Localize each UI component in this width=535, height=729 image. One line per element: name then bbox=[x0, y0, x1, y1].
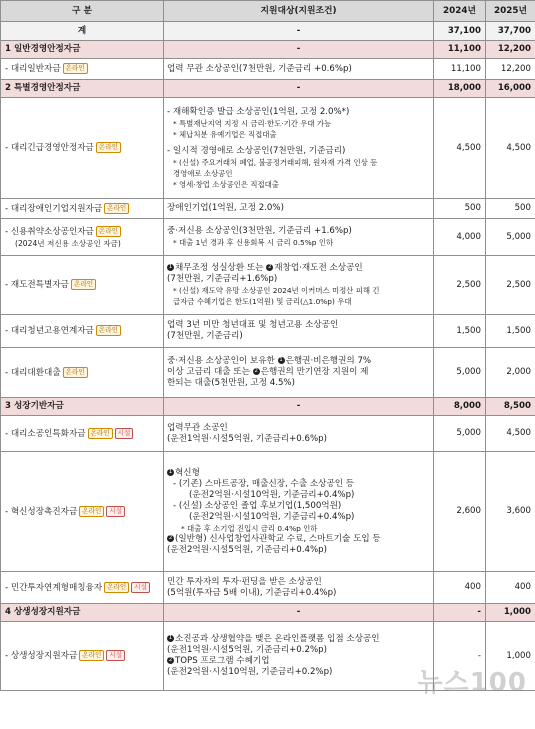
desc-note: 급자금 수혜기업은 한도(1억원) 및 금리(△1.0%p) 우대 bbox=[173, 297, 352, 306]
program-desc bbox=[164, 98, 434, 199]
total-2025: 37,700 bbox=[486, 22, 535, 41]
online-badge: 온라인 bbox=[63, 63, 88, 74]
program-label: - 대리일반자금 bbox=[5, 64, 61, 74]
program-name bbox=[1, 219, 164, 256]
program-name bbox=[1, 416, 164, 452]
program-label: - 상생성장지원자금 bbox=[5, 651, 78, 661]
program-label: - 민간투자연계형매칭융자 bbox=[5, 582, 103, 593]
program-name bbox=[1, 572, 164, 604]
program-label: - 대리소공인특화자금 bbox=[5, 428, 86, 439]
desc-line bbox=[167, 656, 430, 667]
desc-line: (운전1억원·시설5억원, 기준금리+0.2%p) bbox=[167, 645, 327, 655]
desc-line: - 일시적 경영애로 소상공인(7천만원, 기준금리) bbox=[167, 145, 346, 156]
online-badge: 온라인 bbox=[71, 279, 96, 290]
section-title: 3 성장기반자금 bbox=[1, 398, 164, 416]
program-note: (2024년 저신용 소상공인 자금) bbox=[15, 238, 121, 248]
desc-note: * 체납처분 유예기업은 직접대출 bbox=[173, 129, 277, 139]
section-row bbox=[1, 398, 535, 416]
value-2024: 2,500 bbox=[434, 256, 486, 315]
circled-number-marker: 2 bbox=[168, 534, 173, 541]
value-2025: 12,200 bbox=[486, 59, 535, 80]
total-target: - bbox=[164, 22, 434, 41]
section-row bbox=[1, 604, 535, 622]
desc-text: 채무조정 성실상환 또는 bbox=[175, 263, 264, 273]
section-target: - bbox=[164, 41, 434, 59]
program-name bbox=[1, 59, 164, 80]
value-2025: 5,000 bbox=[486, 219, 535, 256]
value-2025: 1,000 bbox=[486, 622, 535, 691]
desc-line bbox=[167, 534, 430, 545]
value-2024: 11,100 bbox=[434, 59, 486, 80]
desc-note: * 대출 1년 경과 후 신용회복 시 금리 0.5%p 인하 bbox=[173, 238, 334, 247]
desc-line: (운전2억원·시설10억원, 기준금리+0.4%p) bbox=[189, 489, 355, 500]
header-2024: 2024년 bbox=[434, 1, 486, 22]
program-label: - 대리장애인기업지원자금 bbox=[5, 203, 103, 214]
desc-text: TOPS 프로그램 수혜기업 bbox=[175, 656, 270, 666]
value-2025: 400 bbox=[486, 572, 535, 604]
desc-text: 소진공과 상생협약을 맺은 온라인플랫폼 입점 소상공인 bbox=[175, 634, 380, 644]
desc-line bbox=[167, 356, 430, 367]
desc-line bbox=[167, 263, 430, 274]
table-row bbox=[1, 416, 535, 452]
value-2025: 4,500 bbox=[486, 98, 535, 199]
desc-line bbox=[167, 367, 430, 378]
program-label: - 혁신성장촉진자금 bbox=[5, 506, 78, 517]
section-2025: 8,500 bbox=[486, 398, 535, 416]
desc-text: (일반형) 신사업창업사관학교 수료, 스마트기술 도입 등 bbox=[175, 533, 381, 544]
desc-note: * 영세·창업 소상공인은 직접대출 bbox=[173, 179, 279, 189]
value-2024: - bbox=[434, 622, 486, 691]
desc-note: * (신설) 재도약 유망 소상공인 2024년 이커머스 미정산 피해 긴 bbox=[173, 286, 380, 295]
online-badge: 온라인 bbox=[63, 367, 88, 378]
value-2024: 5,000 bbox=[434, 348, 486, 398]
section-2024: 11,100 bbox=[434, 41, 486, 59]
desc-text: 이상 고금리 대출 또는 bbox=[167, 367, 250, 377]
section-title: 2 특별경영안정자금 bbox=[1, 80, 164, 98]
program-desc bbox=[164, 572, 434, 604]
value-2025: 2,500 bbox=[486, 256, 535, 315]
program-desc bbox=[164, 416, 434, 452]
table-row bbox=[1, 348, 535, 398]
program-desc bbox=[164, 348, 434, 398]
value-2024: 5,000 bbox=[434, 416, 486, 452]
circled-number-marker: 1 bbox=[168, 264, 173, 270]
table-header-row bbox=[1, 1, 535, 22]
table-row bbox=[1, 219, 535, 256]
online-badge: 온라인 bbox=[104, 582, 129, 593]
section-2025: 1,000 bbox=[486, 604, 535, 622]
table-row bbox=[1, 452, 535, 572]
desc-line: 한되는 대출(5천만원, 고정 4.5%) bbox=[167, 378, 295, 388]
circled-number-marker: 2 bbox=[254, 368, 258, 374]
table-row bbox=[1, 315, 535, 348]
facility-badge: 시설 bbox=[106, 506, 125, 517]
program-name bbox=[1, 315, 164, 348]
desc-line: 중·저신용 소상공인(3천만원, 기준금리 +1.6%p) bbox=[167, 226, 352, 236]
circled-number-marker: 1 bbox=[168, 635, 173, 641]
program-label: - 대리긴급경영안정자금 bbox=[5, 143, 94, 153]
desc-text: 은행권의 만기연장 지원이 제 bbox=[260, 367, 369, 377]
program-name bbox=[1, 622, 164, 691]
desc-text: 중·저신용 소상공인이 보유한 bbox=[167, 356, 275, 366]
online-badge: 온라인 bbox=[96, 226, 121, 237]
desc-line: 민간 투자자의 투자·펀딩을 받은 소상공인 bbox=[167, 576, 322, 587]
desc-text: 혁신형 bbox=[175, 467, 200, 478]
table-row bbox=[1, 59, 535, 80]
program-label: - 신용취약소상공인자금 bbox=[5, 226, 94, 237]
header-2025: 2025년 bbox=[486, 1, 535, 22]
desc-line: (7천만원, 기준금리) bbox=[167, 331, 243, 341]
header-target: 지원대상(지원조건) bbox=[164, 1, 434, 22]
program-desc bbox=[164, 219, 434, 256]
watermark-logo: 뉴스100 bbox=[417, 668, 527, 698]
table-row bbox=[1, 199, 535, 219]
program-label: - 대리청년고용연계자금 bbox=[5, 326, 94, 336]
program-desc bbox=[164, 315, 434, 348]
section-2024: - bbox=[434, 604, 486, 622]
desc-line: - (신설) 소상공인 졸업 후보기업(1,500억원) bbox=[173, 500, 342, 511]
desc-line bbox=[167, 634, 430, 645]
program-label: - 대리대환대출 bbox=[5, 367, 61, 378]
value-2024: 2,600 bbox=[434, 452, 486, 572]
total-label: 계 bbox=[1, 22, 164, 41]
desc-text: 재창업·재도전 소상공인 bbox=[274, 263, 363, 273]
desc-line: (5억원(투자금 5배 이내), 기준금리+0.4%p) bbox=[167, 587, 337, 598]
table-row bbox=[1, 98, 535, 199]
program-desc bbox=[164, 59, 434, 80]
desc-note: 경영애로 소상공인 bbox=[173, 168, 233, 178]
program-desc bbox=[164, 622, 434, 691]
program-name bbox=[1, 452, 164, 572]
value-2025: 2,000 bbox=[486, 348, 535, 398]
value-2024: 4,500 bbox=[434, 98, 486, 199]
value-2025: 1,500 bbox=[486, 315, 535, 348]
program-name bbox=[1, 98, 164, 199]
desc-line: - 재해확인증 발급 소상공인(1억원, 고정 2.0%*) bbox=[167, 106, 350, 117]
section-title: 1 일반경영안정자금 bbox=[1, 41, 164, 59]
table-row bbox=[1, 572, 535, 604]
section-row bbox=[1, 41, 535, 59]
program-label: - 재도전특별자금 bbox=[5, 280, 69, 290]
section-target: - bbox=[164, 604, 434, 622]
value-2024: 500 bbox=[434, 199, 486, 219]
header-category: 구 분 bbox=[1, 1, 164, 22]
circled-number-marker: 2 bbox=[267, 264, 272, 270]
circled-number-marker: 1 bbox=[279, 357, 283, 363]
desc-text: 은행권·비은행권의 7% bbox=[285, 356, 372, 366]
desc-line: (운전2억원·시설5억원, 기준금리+0.4%p) bbox=[167, 544, 327, 555]
desc-line: 장애인기업(1억원, 고정 2.0%) bbox=[167, 203, 284, 213]
program-desc bbox=[164, 199, 434, 219]
value-2025: 500 bbox=[486, 199, 535, 219]
facility-badge: 시설 bbox=[106, 650, 125, 661]
online-badge: 온라인 bbox=[88, 428, 113, 439]
online-badge: 온라인 bbox=[79, 506, 104, 517]
circled-number-marker: 1 bbox=[168, 468, 173, 475]
value-2025: 4,500 bbox=[486, 416, 535, 452]
online-badge: 온라인 bbox=[79, 650, 104, 661]
desc-line: (운전1억원·시설5억원, 기준금리+0.6%p) bbox=[167, 433, 327, 444]
program-name bbox=[1, 199, 164, 219]
desc-line: 업력 3년 미만 청년대표 및 청년고용 소상공인 bbox=[167, 320, 339, 330]
circled-number-marker: 2 bbox=[168, 657, 173, 663]
desc-note: * (신설) 주요거래처 폐업, 불공정거래피해, 원자재 가격 인상 등 bbox=[173, 157, 378, 167]
program-desc bbox=[164, 256, 434, 315]
value-2024: 4,000 bbox=[434, 219, 486, 256]
desc-line: 업력무관 소공인 bbox=[167, 422, 228, 433]
total-2024: 37,100 bbox=[434, 22, 486, 41]
desc-line bbox=[167, 468, 430, 479]
desc-line: (7천만원, 기준금리+1.6%p) bbox=[167, 274, 278, 284]
section-2024: 8,000 bbox=[434, 398, 486, 416]
program-desc bbox=[164, 452, 434, 572]
desc-line: (운전2억원·시설10억원, 기준금리+0.4%p) bbox=[189, 511, 355, 522]
value-2024: 1,500 bbox=[434, 315, 486, 348]
desc-line: 업력 무관 소상공인(7천만원, 기준금리 +0.6%p) bbox=[167, 63, 352, 74]
value-2025: 3,600 bbox=[486, 452, 535, 572]
section-2024: 18,000 bbox=[434, 80, 486, 98]
desc-line: (운전2억원·시설10억원, 기준금리+0.2%p) bbox=[167, 667, 333, 677]
section-target: - bbox=[164, 80, 434, 98]
program-name bbox=[1, 256, 164, 315]
value-2024: 400 bbox=[434, 572, 486, 604]
desc-line: - (기존) 스마트공장, 매출신장, 수출 소상공인 등 bbox=[173, 478, 355, 489]
online-badge: 온라인 bbox=[96, 142, 121, 153]
online-badge: 온라인 bbox=[96, 325, 121, 336]
facility-badge: 시설 bbox=[131, 582, 150, 593]
section-target: - bbox=[164, 398, 434, 416]
table-row bbox=[1, 256, 535, 315]
facility-badge: 시설 bbox=[115, 428, 134, 439]
desc-note: * 특별재난지역 지정 시 금리·한도·기간 우대 가능 bbox=[173, 118, 332, 128]
program-name bbox=[1, 348, 164, 398]
total-row bbox=[1, 22, 535, 41]
section-title: 4 상생성장지원자금 bbox=[1, 604, 164, 622]
desc-note: * 대출 후 소기업 진입시 금리 0.4%p 인하 bbox=[181, 523, 318, 533]
section-2025: 12,200 bbox=[486, 41, 535, 59]
section-2025: 16,000 bbox=[486, 80, 535, 98]
section-row bbox=[1, 80, 535, 98]
online-badge: 온라인 bbox=[104, 203, 129, 214]
